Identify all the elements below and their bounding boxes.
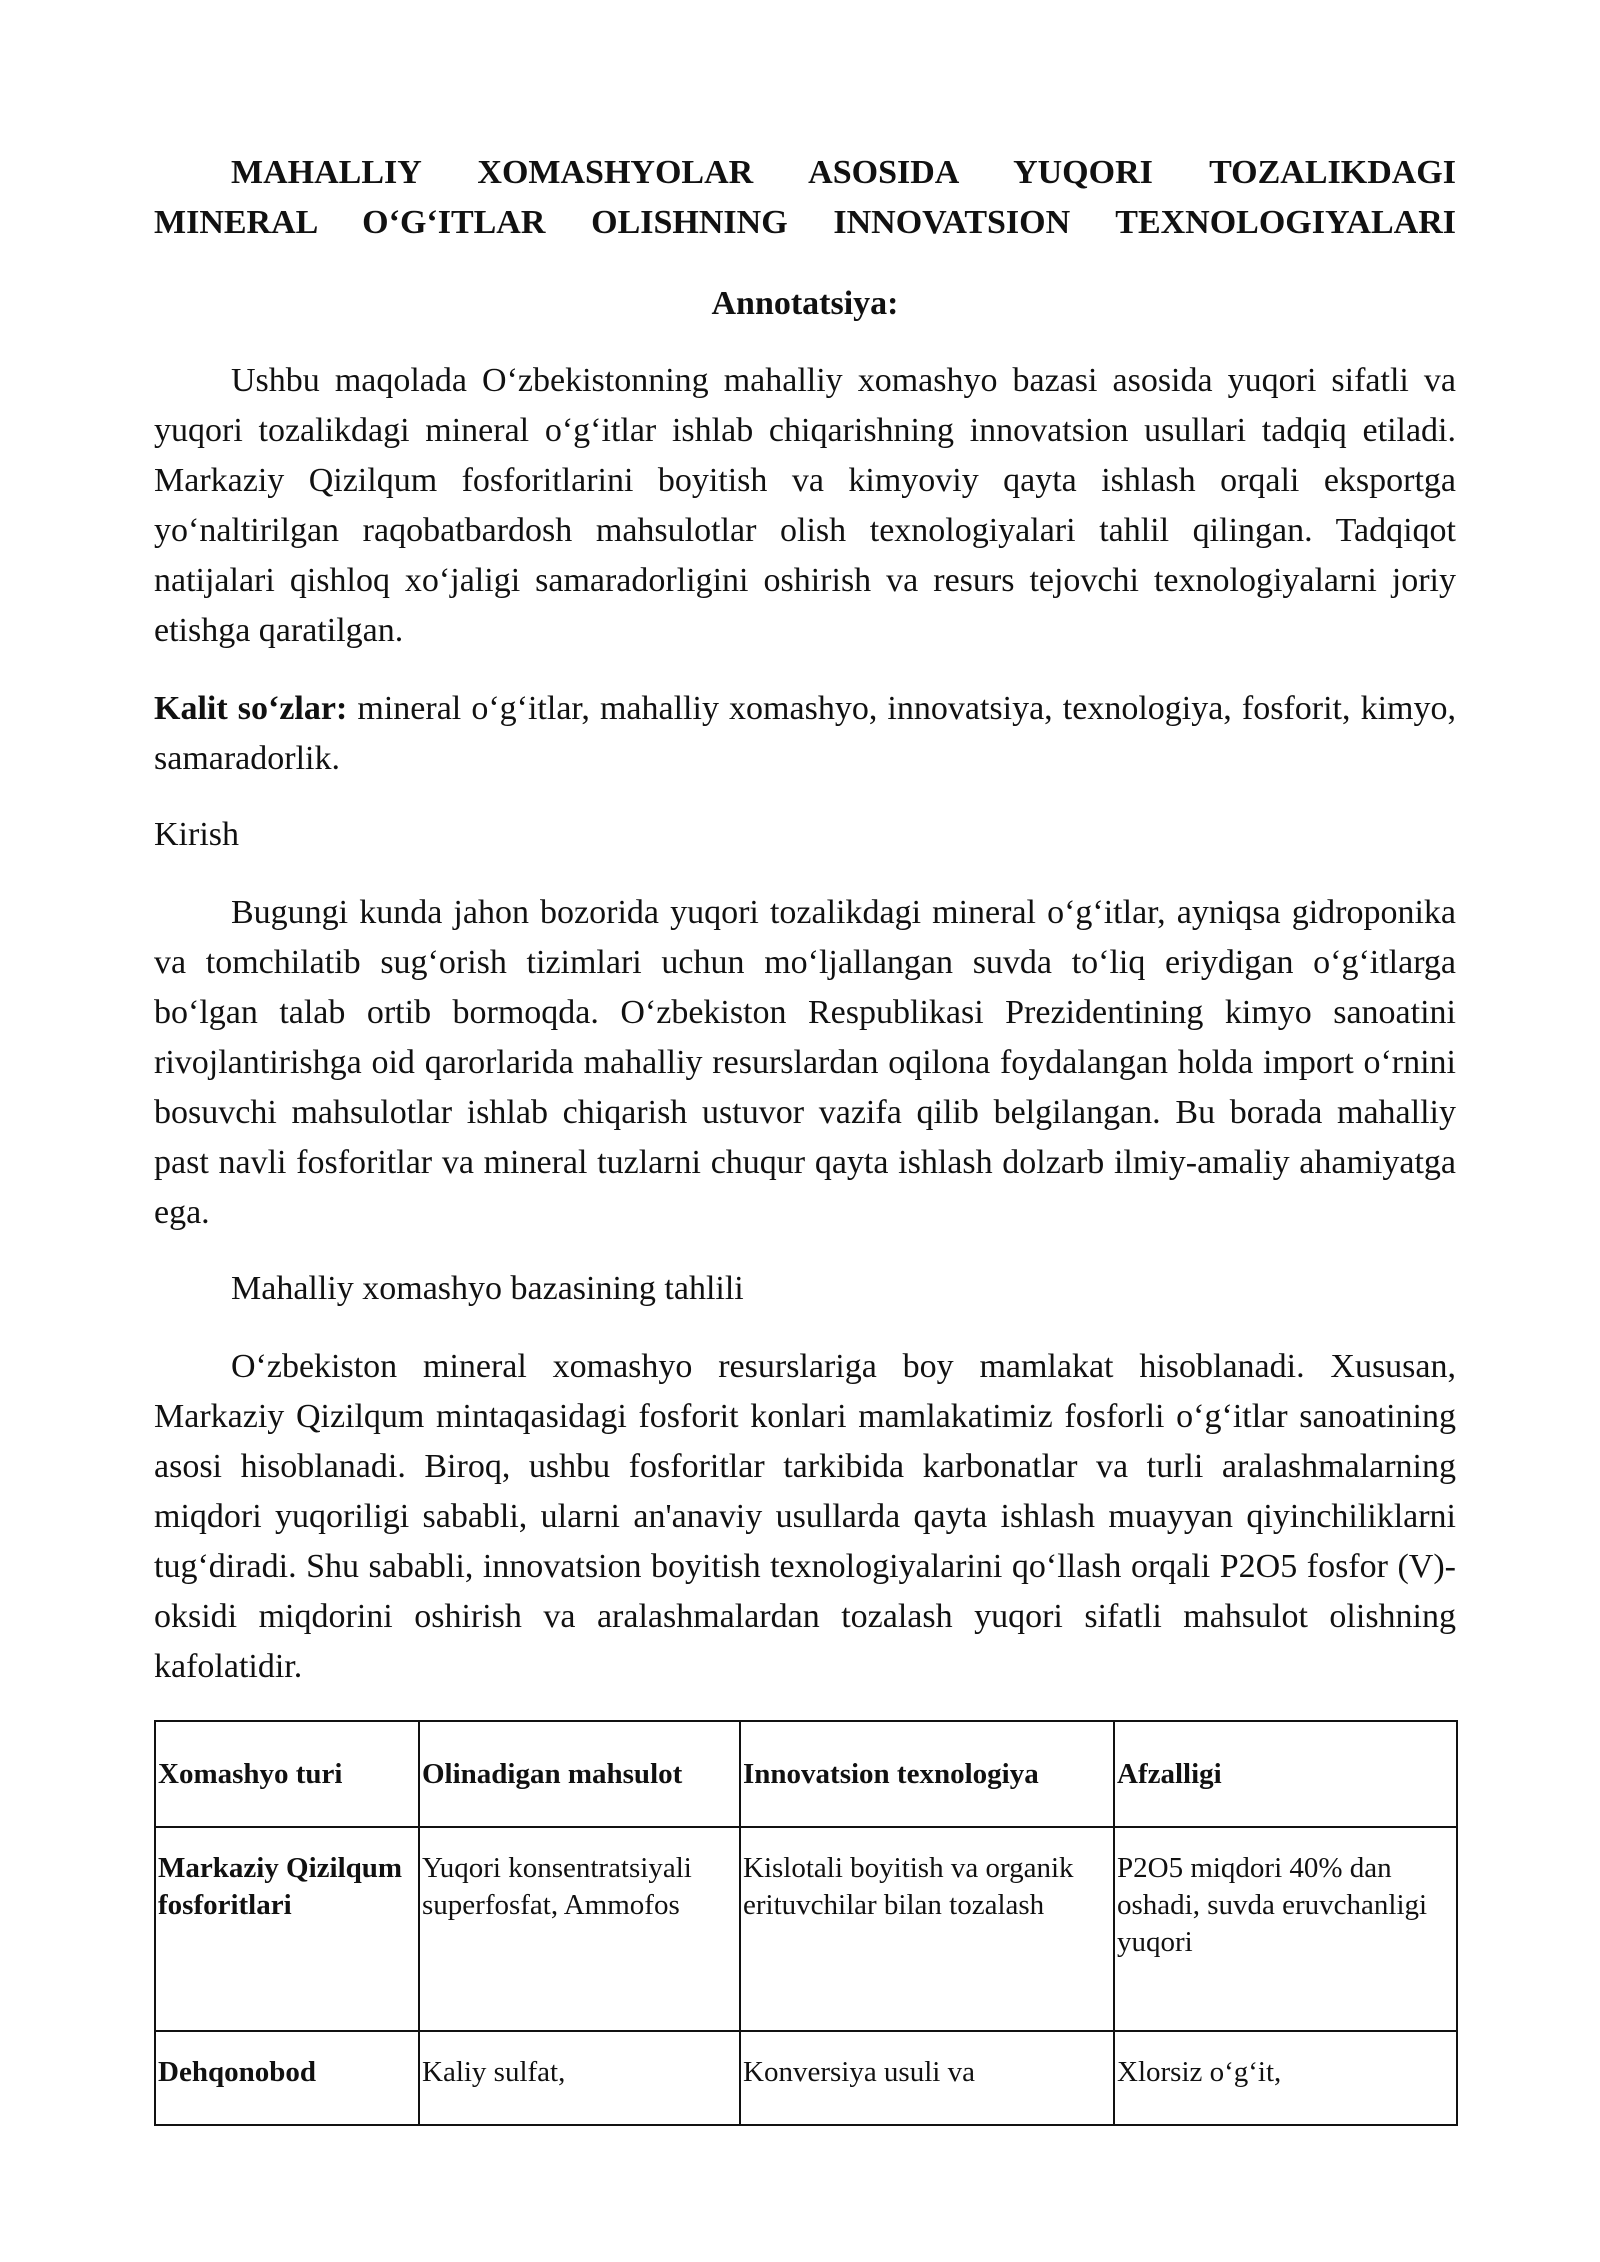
table-header-cell: Afzalligi — [1114, 1721, 1457, 1827]
table-cell: Kaliy sulfat, — [419, 2031, 740, 2125]
table-row — [155, 1827, 1457, 2031]
table-cell: Dehqonobod — [155, 2031, 419, 2125]
table-row — [155, 2031, 1457, 2125]
title-line-1: MAHALLIY XOMASHYOLAR ASOSIDA YUQORI TOZALIKDAGI — [231, 154, 1456, 191]
table-header-row — [155, 1721, 1457, 1827]
raw-materials-table — [154, 1720, 1458, 2126]
table-cell: P2O5 miqdori 40% dan oshadi, suvda eruvchanligi yuqori — [1114, 1827, 1457, 2031]
table-cell: Kislotali boyitish va organik erituvchilar bilan tozalash — [740, 1827, 1114, 2031]
table-header-cell: Olinadigan mahsulot — [419, 1721, 740, 1827]
table-header-cell: Xomashyo turi — [155, 1721, 419, 1827]
table-cell: Markaziy Qizilqum fosforitlari — [155, 1827, 419, 2031]
table-header-cell: Innovatsion texnologiya — [740, 1721, 1114, 1827]
table-cell: Xlorsiz o‘g‘it, — [1114, 2031, 1457, 2125]
keywords-label: Kalit so‘zlar: — [154, 690, 348, 727]
intro-paragraph: Bugungi kunda jahon bozorida yuqori tozalikdagi mineral o‘g‘itlar, ayniqsa gidroponika va tomchilatib sug‘orish tizimlari uchun mo‘ljallangan suvda to‘liq eriydigan o‘g‘itlarga bo‘lgan talab ortib bormoqda. O‘zbekiston Respublikasi Prezidentining kimyo sanoatini rivojlantirishga oid qarorlarida mahalliy resurslardan oqilona foydalangan holda import o‘rnini bosuvchi mahsulotlar ishlab chiqarish ustuvor vazifa qilib belgilangan. Bu borada mahalliy past navli fosforitlar va mineral tuzlarni chuqur qayta ishlash dolzarb ilmiy-amaliy ahamiyatga ega. — [154, 894, 1456, 1231]
document-title — [154, 148, 1456, 248]
annotation-heading: Annotatsiya: — [711, 285, 899, 322]
keywords-text: mineral o‘g‘itlar, mahalliy xomashyo, innovatsiya, texnologiya, fosforit, kimyo, samaradorlik. — [154, 690, 1456, 777]
table-cell: Konversiya usuli va — [740, 2031, 1114, 2125]
keywords-paragraph — [154, 684, 1456, 784]
title-line-2: MINERAL O‘G‘ITLAR OLISHNING INNOVATSION TEXNOLOGIYALARI — [154, 204, 1456, 241]
section-paragraph: O‘zbekiston mineral xomashyo resurslariga boy mamlakat hisoblanadi. Xususan, Markaziy Qizilqum mintaqasidagi fosforit konlari mamlakatimiz fosforli o‘g‘itlar sanoatining asosi hisoblanadi. Biroq, ushbu fosforitlar tarkibida karbonatlar va turli aralashmalarning miqdori yuqoriligi sababli, ularni an'anaviy usullarda qayta ishlash muayyan qiyinchiliklarni tug‘diradi. Shu sababli, innovatsion boyitish texnologiyalarini qo‘llash orqali P2O5 fosfor (V)-oksidi miqdorini oshirish va aralashmalardan tozalash yuqori sifatli mahsulot olishning kafolatidir. — [154, 1348, 1456, 1685]
annotation-paragraph: Ushbu maqolada O‘zbekistonning mahalliy xomashyo bazasi asosida yuqori sifatli va yuqori tozalikdagi mineral o‘g‘itlar ishlab chiqarishning innovatsion usullari tadqiq etiladi. Markaziy Qizilqum fosforitlarini boyitish va kimyoviy qayta ishlash orqali eksportga yo‘naltirilgan raqobatbardosh mahsulotlar olish texnologiyalari tahlil qilingan. Tadqiqot natijalari qishloq xo‘jaligi samaradorligini oshirish va resurs tejovchi texnologiyalarni joriy etishga qaratilgan. — [154, 362, 1456, 649]
intro-heading: Kirish — [154, 816, 239, 853]
section-heading: Mahalliy xomashyo bazasining tahlili — [231, 1270, 744, 1307]
table-cell: Yuqori konsentratsiyali superfosfat, Ammofos — [419, 1827, 740, 2031]
